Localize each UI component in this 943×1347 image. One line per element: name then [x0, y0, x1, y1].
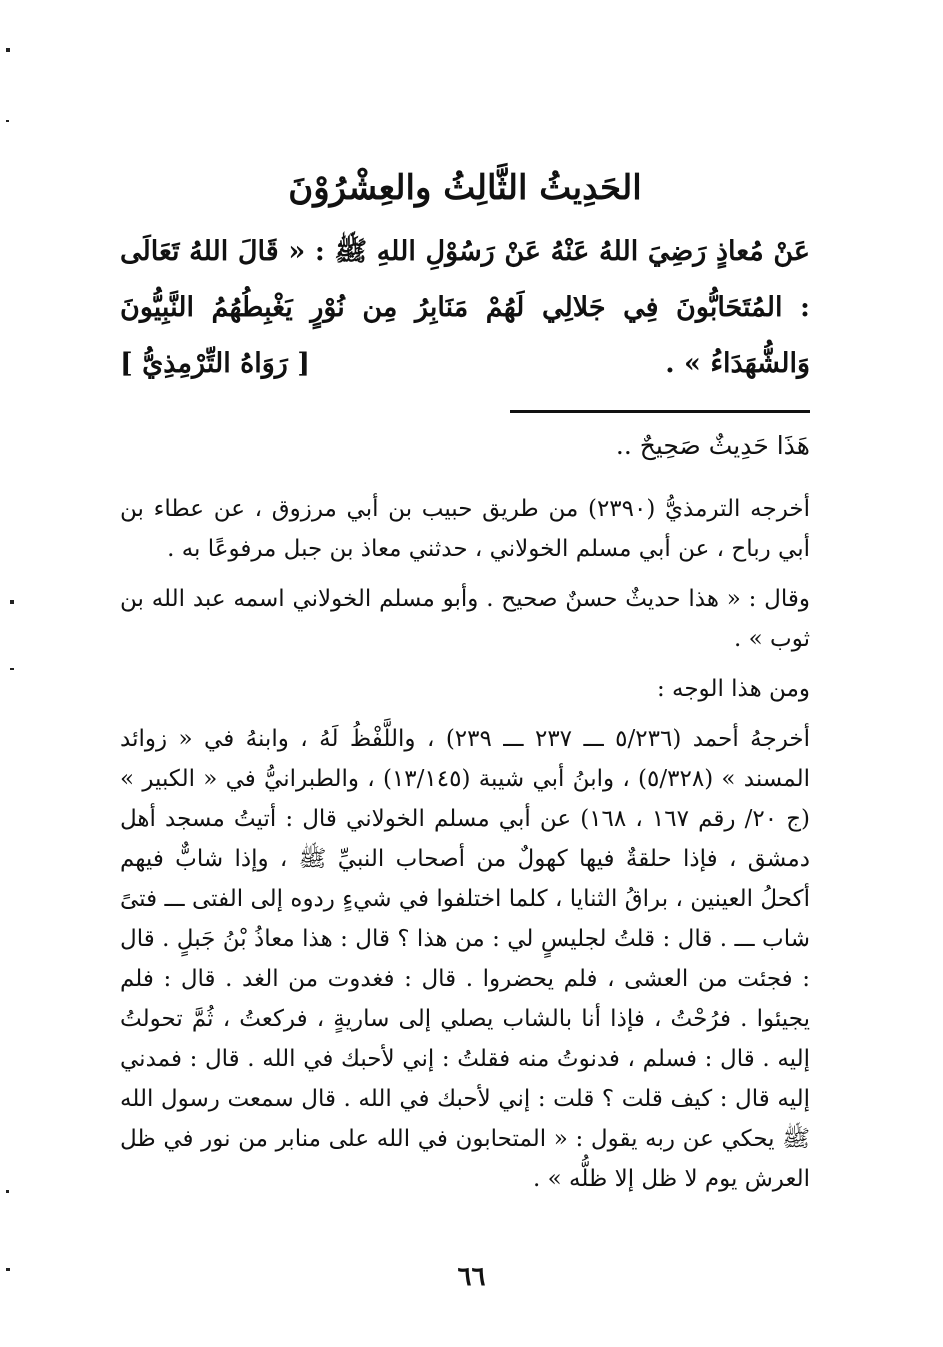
commentary-paragraph: وقال : « هذا حديثٌ حسنٌ صحيح . وأبو مسلم الخولاني اسمه عبد الله بن ثوب » .	[120, 586, 810, 652]
scan-mark	[6, 120, 9, 122]
scan-mark	[10, 668, 14, 670]
scan-mark	[6, 1190, 9, 1193]
commentary-paragraph: أخرجهُ أحمد (٥/٢٣٦ ـــ ٢٣٧ ـــ ٢٣٩) ، واللَّفْظُ لَهُ ، وابنهُ في « زوائد المسند » (٥/٣٢٨) ، وابنُ أبي شيبة (١٣/١٤٥) ، والطبرانيُّ في « الكبير » (ج ٢٠/ رقم ١٦٧ ، ١٦٨) عن أبي مسلم الخولاني قال : أتيتُ مسجد أهل دمشق ، فإذا حلقةٌ فيها كهولٌ من أصحاب النبيِّ ﷺ ، وإذا شابٌّ فيهم أكحلُ العينين ، براقُ الثنايا ، كلما اختلفوا في شيءٍ ردوه إلى الفتى ـــ فتىً شاب ـــ . قال : قلتُ لجليسٍ لي : من هذا ؟ قال : هذا معاذُ بْنُ جَبلٍ . قال : فجئت من العشى ، فلم يحضروا . قال : فغدوت من الغد . قال : فلم يجيئوا . فرُحْتُ ، فإذا أنا بالشاب يصلي إلى ساريةٍ ، فركعتُ ، ثُمَّ تحولتُ إليه . قال : فسلم ، فدنوتُ منه فقلتُ : إني لأحبك في الله . قال : فمدني إليه قال : كيف قلت ؟ قلت : إني لأحبك في الله . قال سمعت رسول الله ﷺ يحكي عن ربه يقول : « المتحابون في الله على منابر من نور في ظل العرش يوم لا ظل إلا ظلُّه » .	[120, 726, 811, 1192]
hadith-verdict: هَذَا حَدِيثٌ صَحِيحٌ ..	[615, 431, 810, 460]
scan-mark	[6, 48, 10, 52]
hadith-title: الحَدِيثُ الثَّالِثُ والعِشْرُوْنَ	[288, 168, 642, 208]
hadith-text-block	[120, 224, 810, 392]
document-page	[120, 160, 810, 1209]
commentary-paragraph: ومن هذا الوجه :	[656, 676, 810, 702]
hadith-source: [ رَوَاهُ التِّرْمِذِيُّ ]	[120, 348, 311, 379]
page-number: ٦٦	[457, 1262, 486, 1292]
hadith-text: عَنْ مُعاذٍ رَضِيَ اللهُ عَنْهُ عَنْ رَسُوْلِ اللهِ ﷺ : « قَالَ اللهُ تَعَالَى : المُتَحَابُّونَ فِي جَلالِي لَهُمْ مَنَابِرُ مِن نُوْرٍ يَغْبِطُهُمُ النَّبِيُّونَ وَالشُّهَدَاءُ » .	[120, 236, 810, 379]
scan-mark	[10, 600, 14, 604]
section-divider	[510, 410, 810, 413]
commentary-paragraph: أخرجه الترمذيُّ (٢٣٩٠) من طريق حبيب بن أبي مرزوق ، عن عطاء بن أبي رباح ، عن أبي مسلم الخولاني ، حدثني معاذ بن جبل مرفوعًا به .	[120, 496, 810, 562]
